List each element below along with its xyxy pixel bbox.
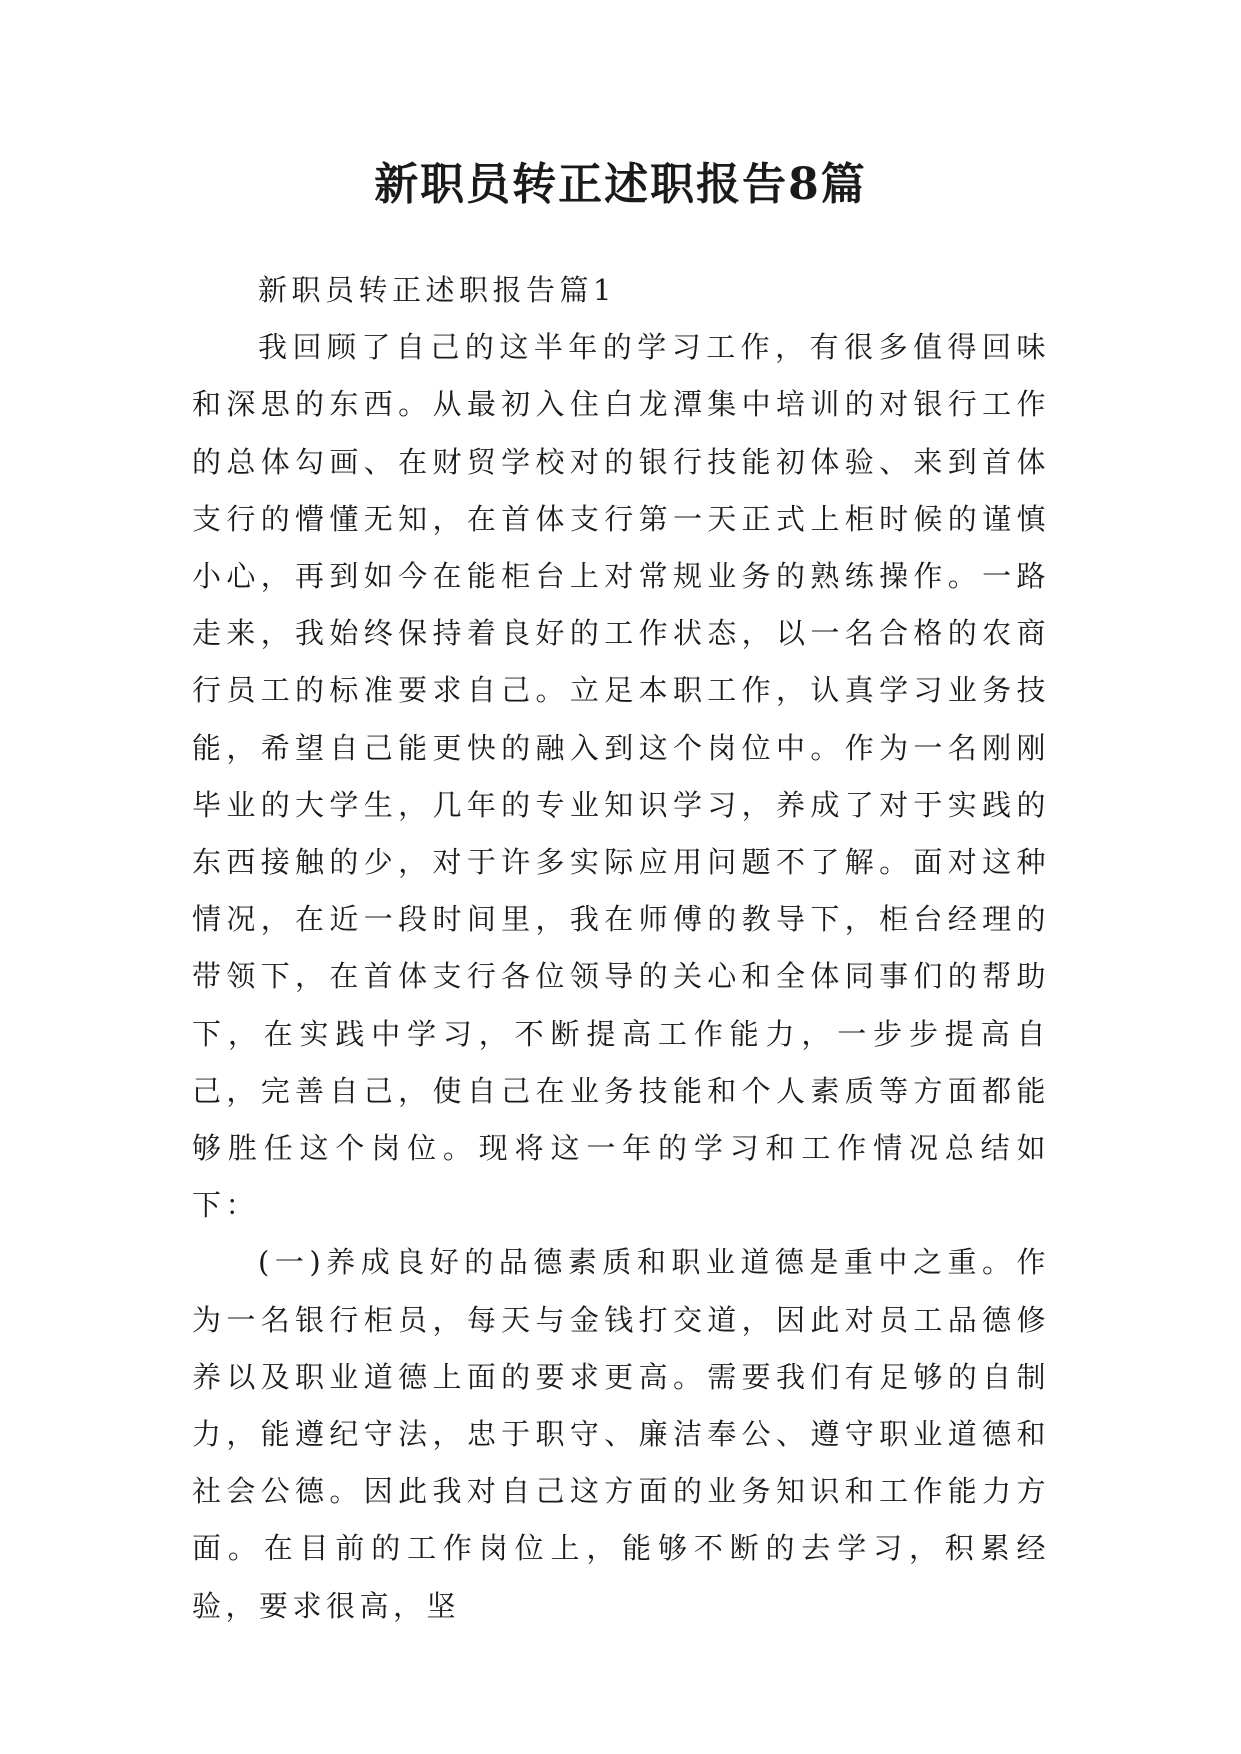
document-title: 新职员转正述职报告8篇 xyxy=(374,159,867,210)
paragraph-2: (一)养成良好的品德素质和职业道德是重中之重。作为一名银行柜员，每天与金钱打交道，因此对员工品德修养以及职业道德上面的要求更高。需要我们有足够的自制力，能遵纪守法，忠于职守、廉洁奉公、遵守职业道德和社会公德。因此我对自己这方面的业务知识和工作能力方面。在目前的工作岗位上，能够不断的去学习，积累经验，要求很高，坚 xyxy=(192,1245,1050,1623)
section-heading: 新职员转正述职报告篇1 xyxy=(258,273,616,307)
document-body xyxy=(192,262,1050,1635)
paragraph-1: 我回顾了自己的这半年的学习工作，有很多值得回味和深思的东西。从最初入住白龙潭集中培训的对银行工作的总体勾画、在财贸学校对的银行技能初体验、来到首体支行的懵懂无知，在首体支行第一天正式上柜时候的谨慎小心，再到如今在能柜台上对常规业务的熟练操作。一路走来，我始终保持着良好的工作状态，以一名合格的农商行员工的标准要求自己。立足本职工作，认真学习业务技能，希望自己能更快的融入到这个岗位中。作为一名刚刚毕业的大学生，几年的专业知识学习，养成了对于实践的东西接触的少，对于许多实际应用问题不了解。面对这种情况，在近一段时间里，我在师傅的教导下，柜台经理的带领下，在首体支行各位领导的关心和全体同事们的帮助下，在实践中学习，不断提高工作能力，一步步提高自己，完善自己，使自己在业务技能和个人素质等方面都能够胜任这个岗位。现将这一年的学习和工作情况总结如下： xyxy=(192,330,1050,1223)
